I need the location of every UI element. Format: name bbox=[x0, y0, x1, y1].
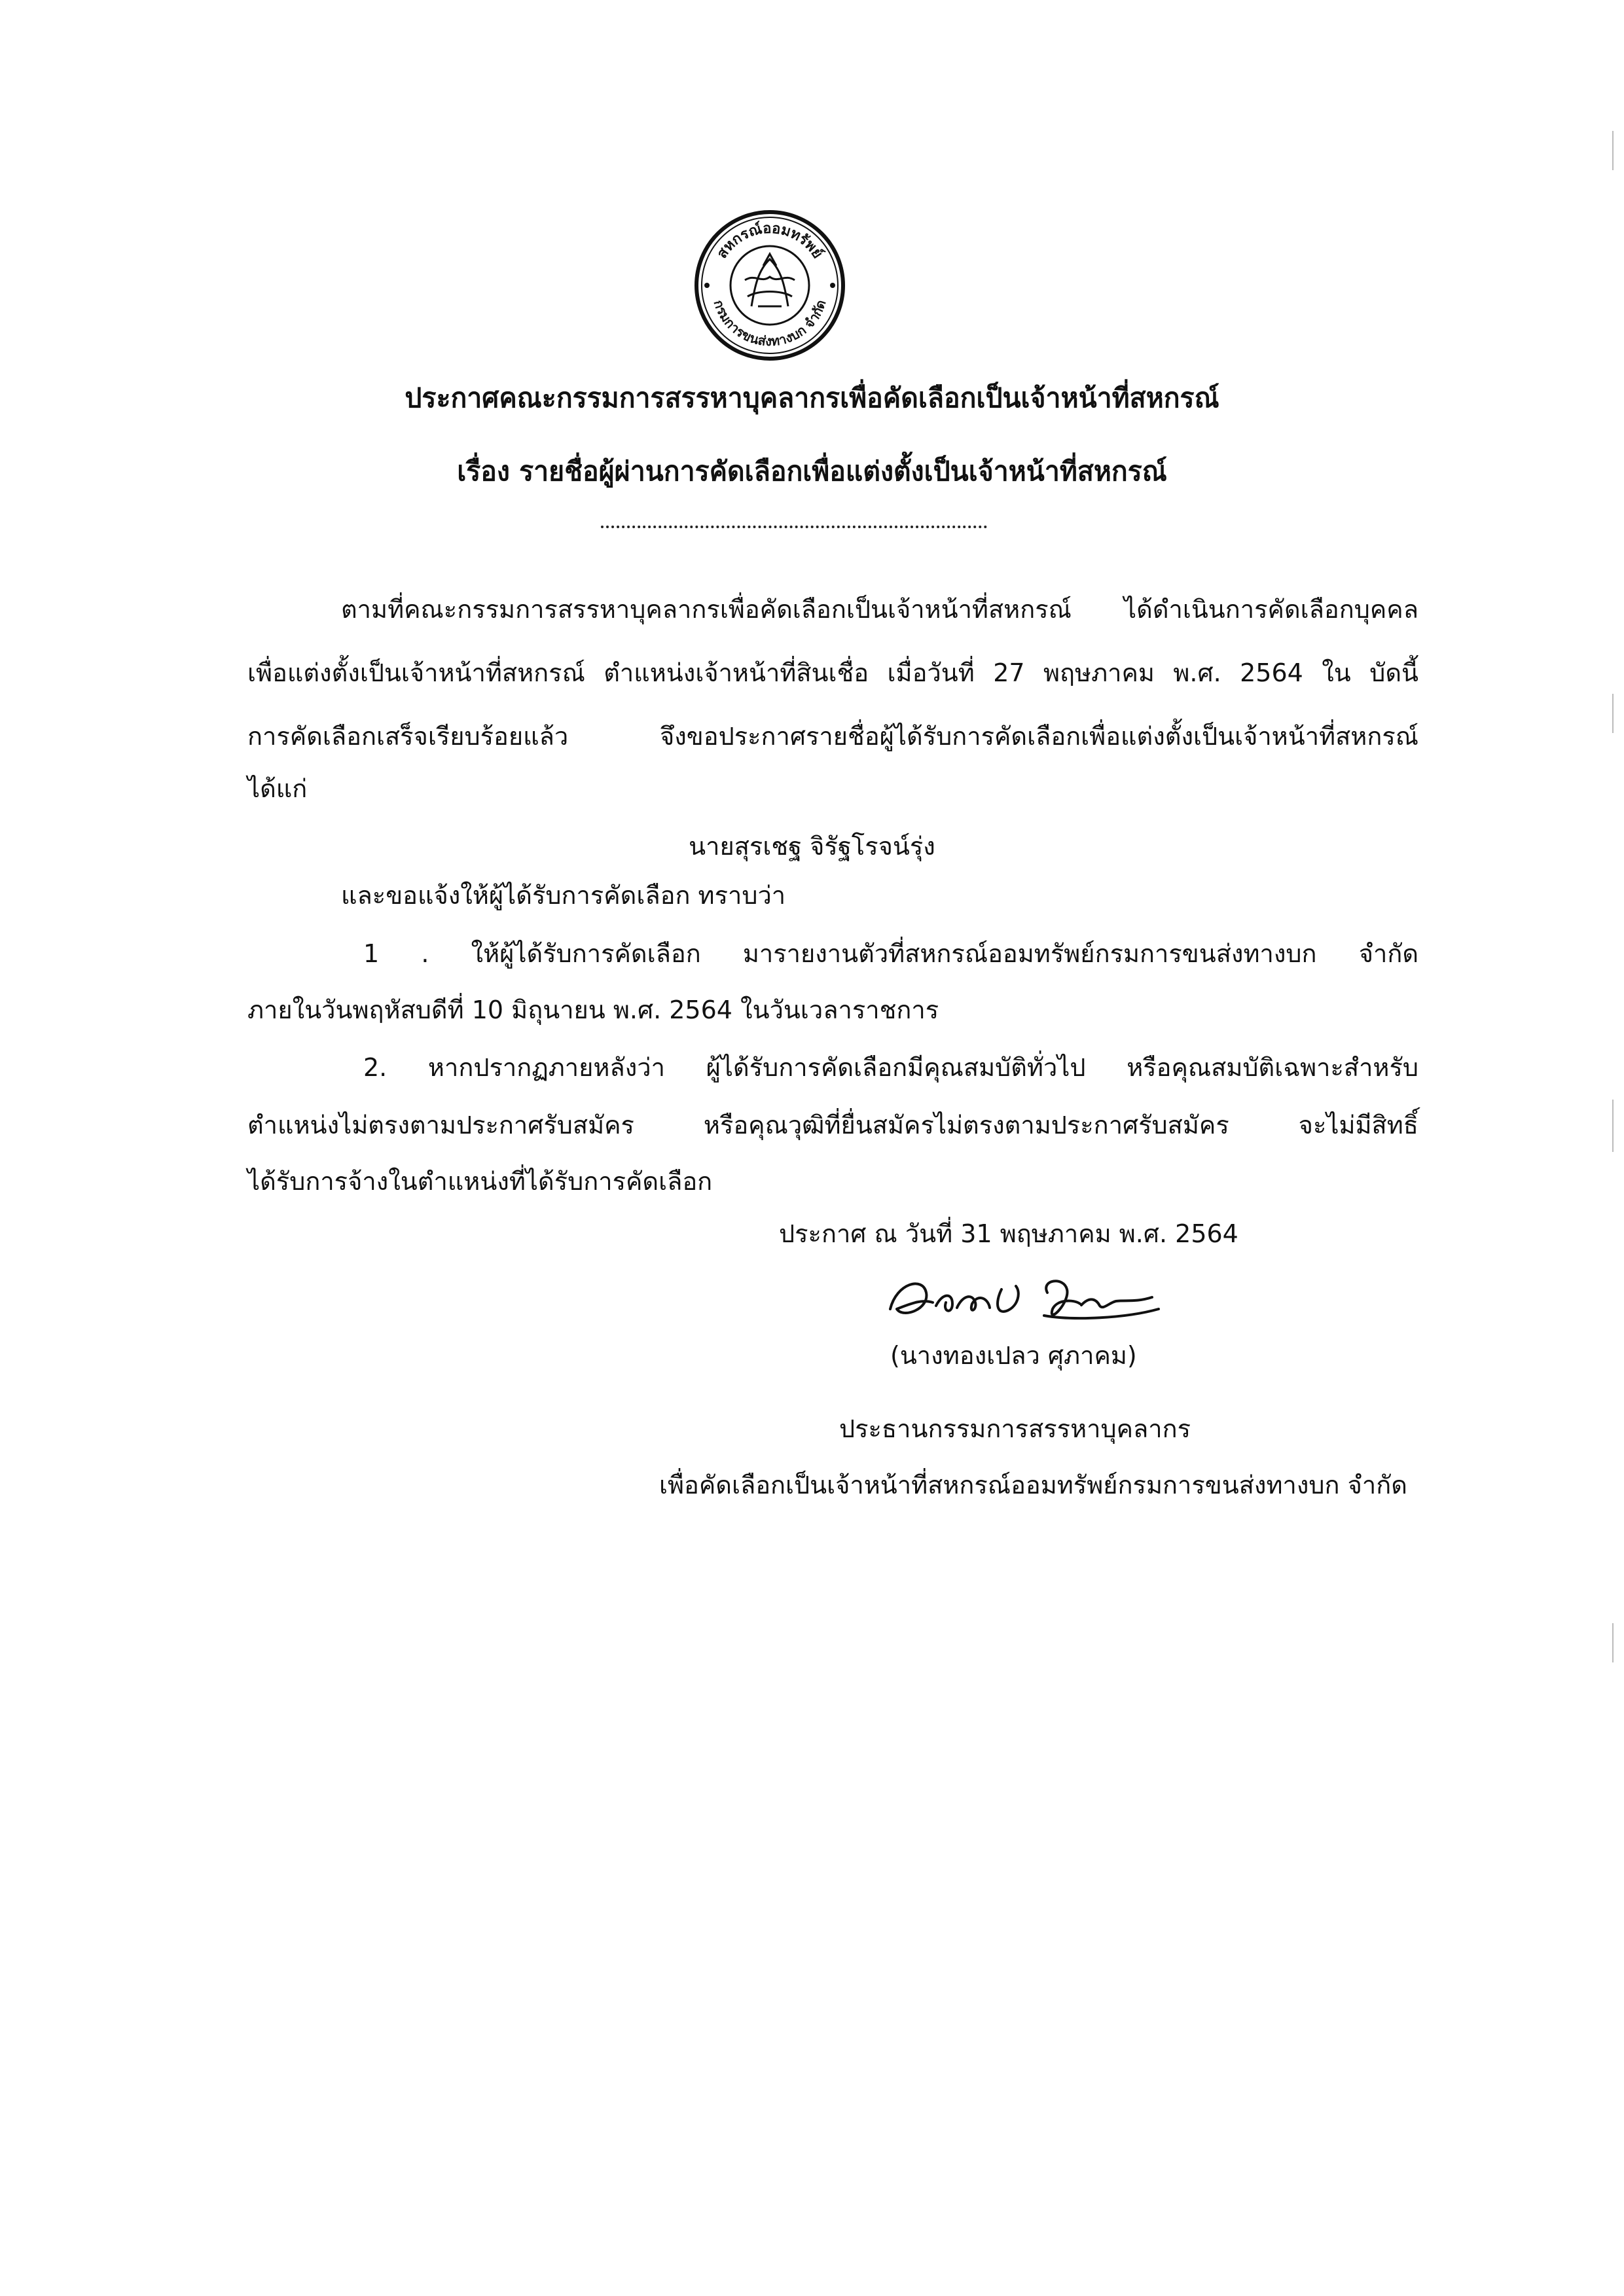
handwritten-signature bbox=[877, 1263, 1191, 1335]
signatory-name: (นางทองเปลว ศุภาคม) bbox=[890, 1341, 1137, 1370]
intro-line-2: เพื่อแต่งตั้งเป็นเจ้าหน้าที่สหกรณ์ ตำแหน่งเจ้าหน้าที่สินเชื่อ เมื่อวันที่ 27 พฤษภาคม พ.ศ. 2564 ใน บัดนี้ bbox=[247, 658, 1418, 687]
cooperative-seal-logo bbox=[693, 208, 847, 363]
announcement-date: ประกาศ ณ วันที่ 31 พฤษภาคม พ.ศ. 2564 bbox=[779, 1219, 1238, 1248]
selected-person-name: นายสุรเชฐ จิรัฐโรจน์รุ่ง bbox=[689, 832, 935, 861]
seal-bottom-text: กรมการขนส่งทางบก จำกัด bbox=[710, 298, 829, 350]
intro-line-1: ตามที่คณะกรรมการสรรหาบุคลากรเพื่อคัดเลือกเป็นเจ้าหน้าที่สหกรณ์ ได้ดำเนินการคัดเลือกบุคคล bbox=[341, 595, 1418, 624]
announcement-heading: ประกาศคณะกรรมการสรรหาบุคลากรเพื่อคัดเลือกเป็นเจ้าหน้าที่สหกรณ์ bbox=[405, 382, 1219, 414]
intro-line-3: การคัดเลือกเสร็จเรียบร้อยแล้ว จึงขอประกาศรายชื่อผู้ได้รับการคัดเลือกเพื่อแต่งตั้งเป็นเจ้าหน้าที่สหกรณ์ bbox=[247, 722, 1418, 751]
dotted-divider bbox=[601, 526, 987, 528]
notice-line: และขอแจ้งให้ผู้ได้รับการคัดเลือก ทราบว่า bbox=[341, 881, 786, 910]
intro-line-4: ได้แก่ bbox=[247, 774, 308, 803]
item2-line-3: ได้รับการจ้างในตำแหน่งที่ได้รับการคัดเลือก bbox=[247, 1167, 713, 1196]
announcement-subject: เรื่อง รายชื่อผู้ผ่านการคัดเลือกเพื่อแต่งตั้งเป็นเจ้าหน้าที่สหกรณ์ bbox=[457, 456, 1167, 487]
seal-top-text: สหกรณ์ออมทรัพย์ bbox=[713, 220, 826, 262]
item2-line-1: 2. หากปรากฏภายหลังว่า ผู้ได้รับการคัดเลือกมีคุณสมบัติทั่วไป หรือคุณสมบัติเฉพาะสำหรับ bbox=[363, 1053, 1418, 1082]
item1-line-1: 1 . ให้ผู้ได้รับการคัดเลือก มารายงานตัวที่สหกรณ์ออมทรัพย์กรมการขนส่งทางบก จำกัด bbox=[363, 939, 1418, 968]
item2-line-2: ตำแหน่งไม่ตรงตามประกาศรับสมัคร หรือคุณวุฒิที่ยื่นสมัครไม่ตรงตามประกาศรับสมัคร จะไม่มีสิทธิ์ bbox=[247, 1111, 1418, 1139]
signatory-title-line-2: เพื่อคัดเลือกเป็นเจ้าหน้าที่สหกรณ์ออมทรัพย์กรมการขนส่งทางบก จำกัด bbox=[659, 1471, 1407, 1499]
signatory-title-line-1: ประธานกรรมการสรรหาบุคลากร bbox=[839, 1414, 1191, 1443]
item1-line-2: ภายในวันพฤหัสบดีที่ 10 มิถุนายน พ.ศ. 2564 ในวันเวลาราชการ bbox=[247, 996, 939, 1024]
scan-edge-marks bbox=[1611, 131, 1615, 1702]
